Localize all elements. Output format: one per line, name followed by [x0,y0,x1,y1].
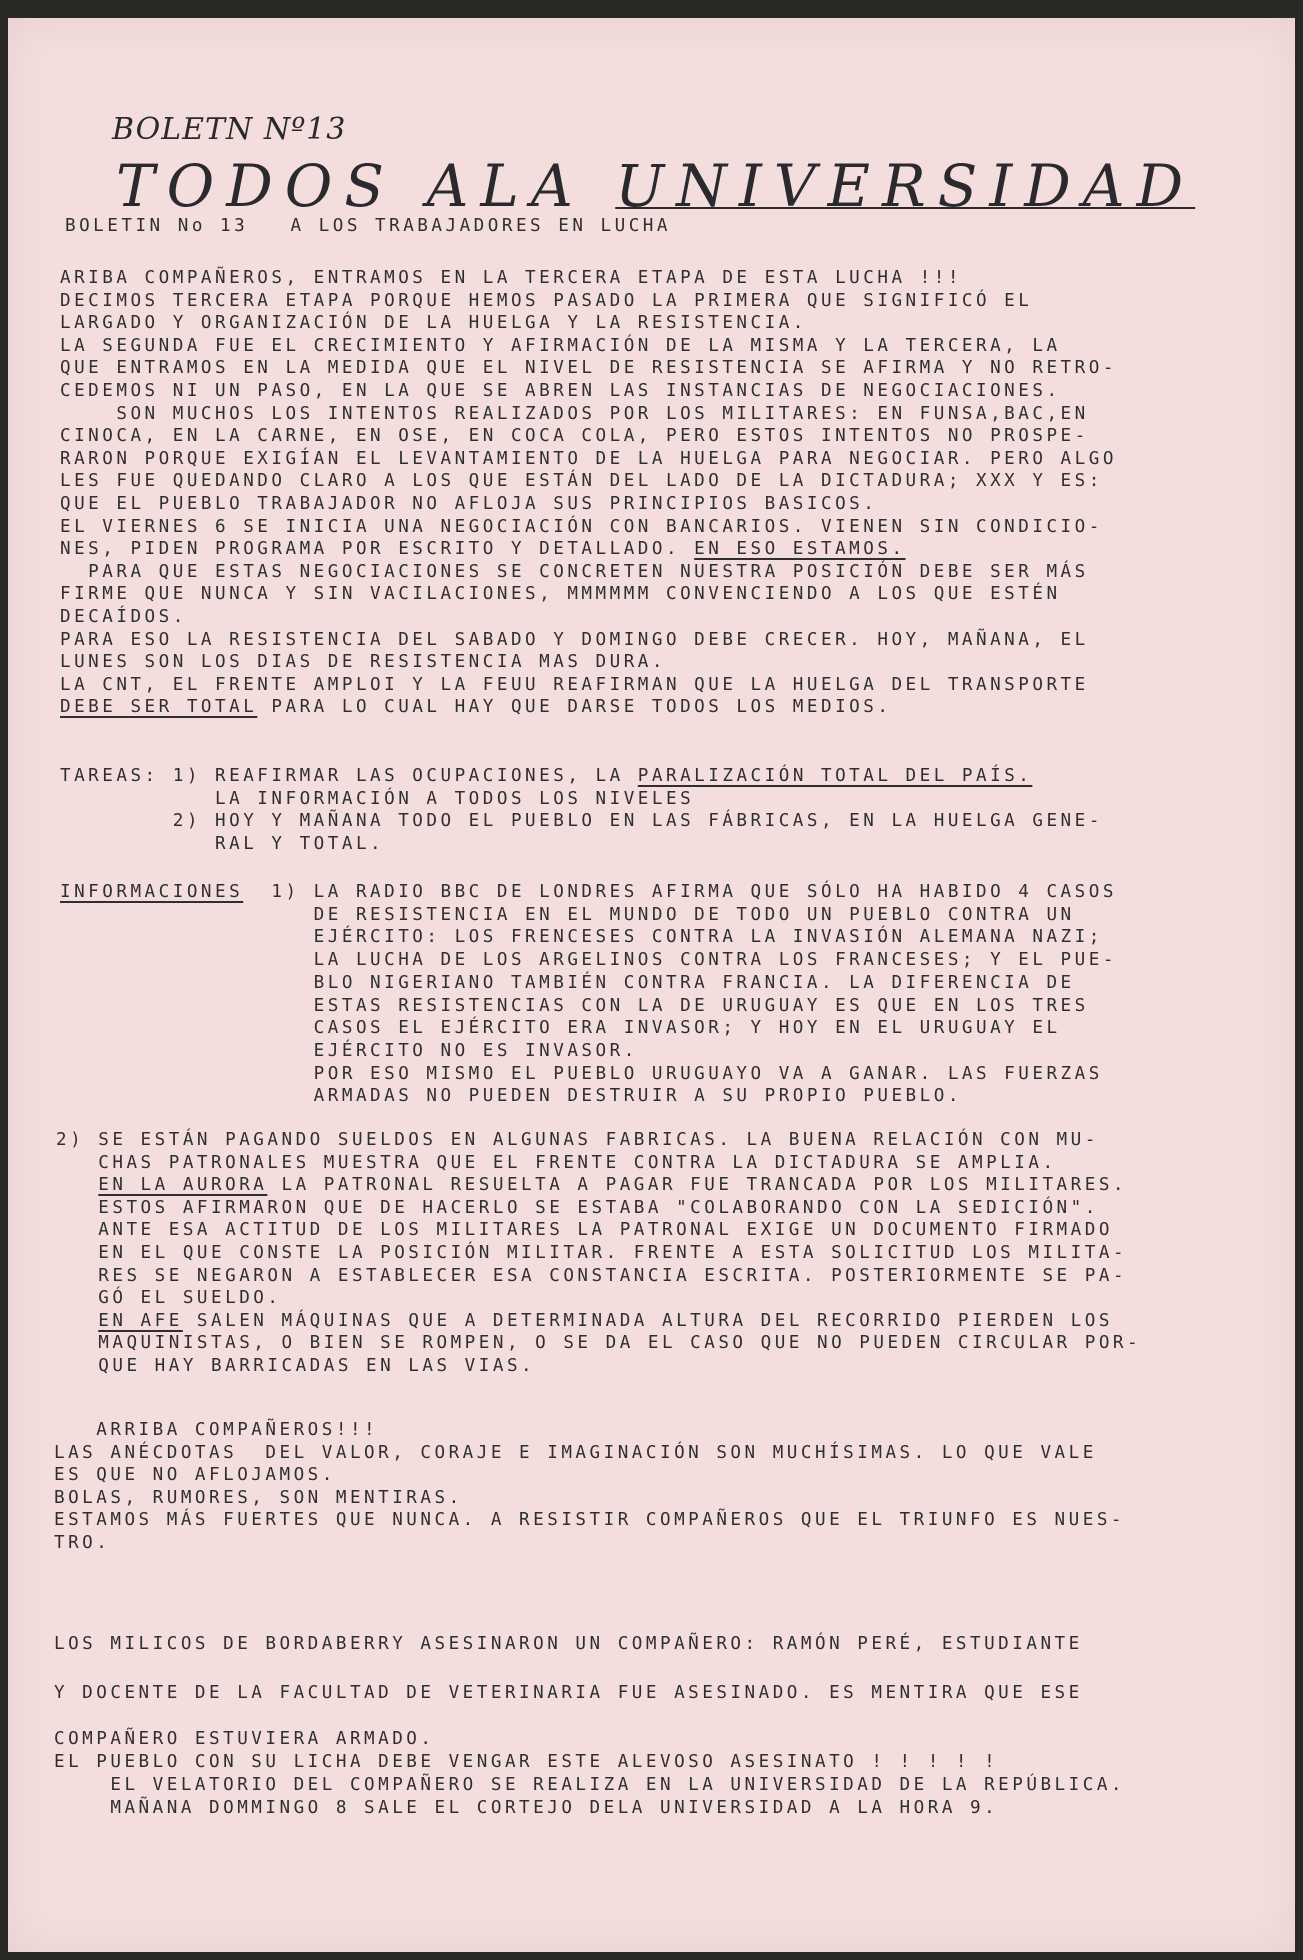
body-line: LA CNT, EL FRENTE AMPLOI Y LA FEUU REAFIRMAN QUE LA HUELGA DEL TRANSPORTE [60,674,1089,695]
body-line: DECIMOS TERCERA ETAPA PORQUE HEMOS PASADO LA PRIMERA QUE SIGNIFICÓ EL [60,290,1033,311]
body-line: ARIBA COMPAÑEROS, ENTRAMOS EN LA TERCERA ETAPA DE ESTA LUCHA !!! [60,268,962,288]
closing-line: ARRIBA COMPAÑEROS!!! [54,1420,379,1440]
informaciones-line: EJÉRCITO NO ES INVASOR. [60,1040,638,1061]
item2-line: ESTOS AFIRMARON QUE DE HACERLO SE ESTABA "COLABORANDO CON LA SEDICIÓN". [56,1197,1099,1218]
informaciones-line: POR ESO MISMO EL PUEBLO URUGUAYO VA A GANAR. LAS FUERZAS [60,1063,1103,1084]
final-line: COMPAÑERO ESTUVIERA ARMADO. [54,1729,435,1749]
item2-line: EN AFE SALEN MÁQUINAS QUE A DETERMINADA ALTURA DEL RECORRIDO PIERDEN LOS [98,1310,1113,1331]
header-line: BOLETIN No 13 A LOS TRABAJADORES EN LUCHA [65,216,671,236]
body-line: LUNES SON LOS DIAS DE RESISTENCIA MAS DURA. [60,652,666,673]
item2-line: RES SE NEGARON A ESTABLECER ESA CONSTANCIA ESCRITA. POSTERIORMENTE SE PA- [56,1265,1128,1286]
final-line: EL PUEBLO CON SU LICHA DEBE VENGAR ESTE ALEVOSO ASESINATO ! ! ! ! ! [54,1752,999,1772]
informaciones-line: INFORMACIONES 1) LA RADIO BBC DE LONDRES AFIRMA QUE SÓLO HA HABIDO 4 CASOS [60,882,1117,902]
final-line: EL VELATORIO DEL COMPAÑERO SE REALIZA EN LA UNIVERSIDAD DE LA REPÚBLICA. [54,1775,1126,1795]
tareas-line: RAL Y TOTAL. [60,833,385,854]
informaciones-line: DE RESISTENCIA EN EL MUNDO DE TODO UN PUEBLO CONTRA UN [60,904,1075,925]
final-line: MAÑANA DOMMINGO 8 SALE EL CORTEJO DELA UNIVERSIDAD A LA HORA 9. [54,1798,999,1818]
body-line: NES, PIDEN PROGRAMA POR ESCRITO Y DETALLADO. EN ESO ESTAMOS. [60,539,906,560]
closing-line: BOLAS, RUMORES, SON MENTIRAS. [54,1487,463,1508]
handwritten-bulletin-label: BOLETN Nº13 [112,112,347,147]
informaciones-line: ESTAS RESISTENCIAS CON LA DE URUGUAY ES QUE EN LOS TRES [60,995,1089,1016]
item2-line: ANTE ESA ACTITUD DE LOS MILITARES LA PATRONAL EXIGE UN DOCUMENTO FIRMADO [56,1220,1113,1241]
body-line: LES FUE QUEDANDO CLARO A LOS QUE ESTÁN DEL LADO DE LA DICTADURA; XXX Y ES: [60,471,1103,492]
handwritten-title-part-a: TODOS ALA [116,152,616,220]
closing-line: ESTAMOS MÁS FUERTES QUE NUNCA. A RESISTIR COMPAÑEROS QUE EL TRIUNFO ES NUES- [54,1510,1126,1531]
tareas-line: LA INFORMACIÓN A TODOS LOS NIVELES [60,788,695,809]
informaciones-line: BLO NIGERIANO TAMBIÉN CONTRA FRANCIA. LA DIFERENCIA DE [60,972,1075,993]
informaciones-line: CASOS EL EJÉRCITO ERA INVASOR; Y HOY EN EL URUGUAY EL [60,1018,1061,1039]
paper-sheet [8,18,1295,1952]
closing-line: TRO. [54,1533,111,1553]
body-line: CINOCA, EN LA CARNE, EN OSE, EN COCA COLA, PERO ESTOS INTENTOS NO PROSPE- [60,426,1089,447]
item2-line: CHAS PATRONALES MUESTRA QUE EL FRENTE CONTRA LA DICTADURA SE AMPLIA. [56,1152,1057,1173]
final-line: Y DOCENTE DE LA FACULTAD DE VETERINARIA FUE ASESINADO. ES MENTIRA QUE ESE [54,1683,1083,1703]
informaciones-line: ARMADAS NO PUEDEN DESTRUIR A SU PROPIO PUEBLO. [60,1086,962,1107]
handwritten-title [116,152,1195,220]
item2-line: EN LA AURORA LA PATRONAL RESUELTA A PAGAR FUE TRANCADA POR LOS MILITARES. [98,1175,1128,1196]
final-line: LOS MILICOS DE BORDABERRY ASESINARON UN COMPAÑERO: RAMÓN PERÉ, ESTUDIANTE [54,1634,1083,1654]
body-line: DEBE SER TOTAL PARA LO CUAL HAY QUE DARSE TODOS LOS MEDIOS. [60,697,892,718]
body-line: EL VIERNES 6 SE INICIA UNA NEGOCIACIÓN CON BANCARIOS. VIENEN SIN CONDICIO- [60,516,1103,537]
item2-line: EN EL QUE CONSTE LA POSICIÓN MILITAR. FRENTE A ESTA SOLICITUD LOS MILITA- [56,1243,1128,1263]
item2-line: QUE HAY BARRICADAS EN LAS VIAS. [56,1356,536,1376]
informaciones-line: EJÉRCITO: LOS FRENCESES CONTRA LA INVASIÓN ALEMANA NAZI; [60,927,1103,948]
body-line: DECAÍDOS. [60,607,187,627]
body-line: RARON PORQUE EXIGÍAN EL LEVANTAMIENTO DE LA HUELGA PARA NEGOCIAR. PERO ALGO [60,448,1117,469]
body-line: QUE EL PUEBLO TRABAJADOR NO AFLOJA SUS PRINCIPIOS BASICOS. [60,494,878,514]
informaciones-line: LA LUCHA DE LOS ARGELINOS CONTRA LOS FRANCESES; Y EL PUE- [60,950,1117,971]
body-line: PARA QUE ESTAS NEGOCIACIONES SE CONCRETEN NUESTRA POSICIÓN DEBE SER MÁS [60,561,1089,582]
tareas-line: 2) HOY Y MAÑANA TODO EL PUEBLO EN LAS FÁBRICAS, EN LA HUELGA GENE- [60,811,1103,832]
body-line: LARGADO Y ORGANIZACIÓN DE LA HUELGA Y LA RESISTENCIA. [60,313,807,334]
item2-line: MAQUINISTAS, O BIEN SE ROMPEN, O SE DA EL CASO QUE NO PUEDEN CIRCULAR POR- [56,1333,1142,1354]
handwritten-title-part-b: UNIVERSIDAD [615,152,1196,220]
closing-line: ES QUE NO AFLOJAMOS. [54,1465,336,1486]
body-line: LA SEGUNDA FUE EL CRECIMIENTO Y AFIRMACIÓN DE LA MISMA Y LA TERCERA, LA [60,335,1061,356]
closing-line: LAS ANÉCDOTAS DEL VALOR, CORAJE E IMAGINACIÓN SON MUCHÍSIMAS. LO QUE VALE [54,1442,1097,1463]
body-line: SON MUCHOS LOS INTENTOS REALIZADOS POR LOS MILITARES: EN FUNSA,BAC,EN [60,403,1089,424]
body-line: QUE ENTRAMOS EN LA MEDIDA QUE EL NIVEL DE RESISTENCIA SE AFIRMA Y NO RETRO- [60,358,1117,379]
body-line: PARA ESO LA RESISTENCIA DEL SABADO Y DOMINGO DEBE CRECER. HOY, MAÑANA, EL [60,629,1089,650]
body-line: CEDEMOS NI UN PASO, EN LA QUE SE ABREN LAS INSTANCIAS DE NEGOCIACIONES. [60,381,1061,401]
item2-line: 2) SE ESTÁN PAGANDO SUELDOS EN ALGUNAS FABRICAS. LA BUENA RELACIÓN CON MU- [56,1130,1099,1150]
item2-line: GÓ EL SUELDO. [56,1288,282,1309]
body-line: FIRME QUE NUNCA Y SIN VACILACIONES, MMMMMM CONVENCIENDO A LOS QUE ESTÉN [60,584,1061,605]
tareas-line: TAREAS: 1) REAFIRMAR LAS OCUPACIONES, LA PARALIZACIÓN TOTAL DEL PAÍS. [60,766,1033,786]
